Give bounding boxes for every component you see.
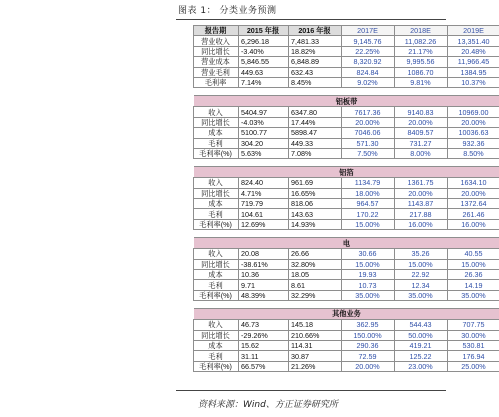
- estimate-value-cell: 1384.95: [448, 67, 499, 77]
- section-header-row: [194, 237, 499, 249]
- header-cell-2015: 2015 年报: [239, 26, 289, 36]
- table-row: [194, 249, 499, 259]
- row-label-cell: 营业收入: [194, 36, 239, 46]
- estimate-value-cell: 731.27: [395, 138, 448, 148]
- estimate-value-cell: 176.94: [448, 351, 499, 361]
- table-row: [194, 270, 499, 280]
- estimate-value-cell: 1372.64: [448, 199, 499, 209]
- actual-value-cell: 32.80%: [289, 259, 342, 269]
- table-row: [194, 361, 499, 371]
- actual-value-cell: 8.61: [289, 280, 342, 290]
- estimate-value-cell: 22.25%: [342, 46, 395, 56]
- estimate-value-cell: 25.00%: [448, 361, 499, 371]
- row-label-cell: 收入: [194, 320, 239, 330]
- actual-value-cell: 20.08: [239, 249, 289, 259]
- header-row: [194, 26, 499, 36]
- row-label-cell: 营业毛利: [194, 67, 239, 77]
- row-label-cell: 成本: [194, 128, 239, 138]
- actual-value-cell: -3.40%: [239, 46, 289, 56]
- table-row: [194, 117, 499, 127]
- estimate-value-cell: 35.00%: [395, 290, 448, 300]
- actual-value-cell: 32.29%: [289, 290, 342, 300]
- estimate-value-cell: 20.00%: [342, 117, 395, 127]
- table-row: [194, 351, 499, 361]
- estimate-value-cell: 20.48%: [448, 46, 499, 56]
- actual-value-cell: 143.63: [289, 209, 342, 219]
- actual-value-cell: 12.69%: [239, 219, 289, 229]
- table-row: [194, 57, 499, 67]
- estimate-value-cell: 290.36: [342, 340, 395, 350]
- row-label-cell: 毛利率: [194, 77, 239, 87]
- estimate-value-cell: 362.95: [342, 320, 395, 330]
- estimate-value-cell: 150.00%: [342, 330, 395, 340]
- actual-value-cell: 7.14%: [239, 77, 289, 87]
- estimate-value-cell: 8,320.92: [342, 57, 395, 67]
- actual-value-cell: 8.45%: [289, 77, 342, 87]
- estimate-value-cell: 23.00%: [395, 361, 448, 371]
- actual-value-cell: 21.26%: [289, 361, 342, 371]
- estimate-value-cell: 12.34: [395, 280, 448, 290]
- actual-value-cell: 6347.80: [289, 107, 342, 117]
- actual-value-cell: -38.61%: [239, 259, 289, 269]
- source-note: 资料来源：Wind、方正证券研究所: [198, 400, 338, 410]
- table-row: [194, 128, 499, 138]
- header-cell-2019e: 2019E: [448, 26, 499, 36]
- actual-value-cell: 18.05: [289, 270, 342, 280]
- actual-value-cell: 145.18: [289, 320, 342, 330]
- estimate-value-cell: 72.59: [342, 351, 395, 361]
- estimate-value-cell: 21.17%: [395, 46, 448, 56]
- estimate-value-cell: 20.00%: [448, 117, 499, 127]
- section-title: 其他业务: [194, 308, 499, 320]
- estimate-value-cell: 20.00%: [395, 117, 448, 127]
- actual-value-cell: 10.36: [239, 270, 289, 280]
- row-label-cell: 毛利率(%): [194, 219, 239, 229]
- row-label-cell: 同比增长: [194, 46, 239, 56]
- estimate-value-cell: 217.88: [395, 209, 448, 219]
- table-row: [194, 67, 499, 77]
- estimate-value-cell: 1134.79: [342, 178, 395, 188]
- table-row: [194, 138, 499, 148]
- table-row: [194, 209, 499, 219]
- estimate-value-cell: 11,082.26: [395, 36, 448, 46]
- section-spacer: [194, 88, 499, 96]
- estimate-value-cell: 10036.63: [448, 128, 499, 138]
- estimate-value-cell: 964.57: [342, 199, 395, 209]
- table-row: [194, 280, 499, 290]
- actual-value-cell: 30.87: [289, 351, 342, 361]
- estimate-value-cell: 15.00%: [342, 259, 395, 269]
- row-label-cell: 收入: [194, 107, 239, 117]
- actual-value-cell: 26.66: [289, 249, 342, 259]
- estimate-value-cell: 8.00%: [395, 148, 448, 158]
- row-label-cell: 同比增长: [194, 188, 239, 198]
- actual-value-cell: 632.43: [289, 67, 342, 77]
- table-row: [194, 330, 499, 340]
- row-label-cell: 毛利: [194, 138, 239, 148]
- estimate-value-cell: 15.00%: [342, 219, 395, 229]
- estimate-value-cell: 40.55: [448, 249, 499, 259]
- actual-value-cell: 304.20: [239, 138, 289, 148]
- estimate-value-cell: 26.36: [448, 270, 499, 280]
- section-title: 铝箔: [194, 166, 499, 178]
- table-row: [194, 46, 499, 56]
- actual-value-cell: 14.93%: [289, 219, 342, 229]
- row-label-cell: 成本: [194, 340, 239, 350]
- row-label-cell: 营业成本: [194, 57, 239, 67]
- estimate-value-cell: 50.00%: [395, 330, 448, 340]
- estimate-value-cell: 30.66: [342, 249, 395, 259]
- estimate-value-cell: 1143.87: [395, 199, 448, 209]
- estimate-value-cell: 20.00%: [395, 188, 448, 198]
- estimate-value-cell: 13,351.40: [448, 36, 499, 46]
- table-caption: 图表 1： 分类业务预测: [178, 6, 277, 16]
- header-cell-2017e: 2017E: [342, 26, 395, 36]
- actual-value-cell: 46.73: [239, 320, 289, 330]
- table-row: [194, 148, 499, 158]
- forecast-table: [193, 25, 499, 372]
- actual-value-cell: 7,481.33: [289, 36, 342, 46]
- row-label-cell: 成本: [194, 270, 239, 280]
- estimate-value-cell: 707.75: [448, 320, 499, 330]
- section-header-row: [194, 166, 499, 178]
- estimate-value-cell: 8.50%: [448, 148, 499, 158]
- estimate-value-cell: 125.22: [395, 351, 448, 361]
- estimate-value-cell: 16.00%: [395, 219, 448, 229]
- spacer-cell: [194, 301, 499, 309]
- table-row: [194, 188, 499, 198]
- row-label-cell: 毛利: [194, 209, 239, 219]
- section-title: 铝板带: [194, 95, 499, 107]
- actual-value-cell: 104.61: [239, 209, 289, 219]
- spacer-cell: [194, 230, 499, 238]
- spacer-cell: [194, 159, 499, 167]
- actual-value-cell: 4.71%: [239, 188, 289, 198]
- estimate-value-cell: 261.46: [448, 209, 499, 219]
- estimate-value-cell: 11,966.45: [448, 57, 499, 67]
- estimate-value-cell: 9,145.76: [342, 36, 395, 46]
- actual-value-cell: 6,296.18: [239, 36, 289, 46]
- estimate-value-cell: 9.81%: [395, 77, 448, 87]
- row-label-cell: 毛利: [194, 351, 239, 361]
- row-label-cell: 收入: [194, 249, 239, 259]
- actual-value-cell: -4.03%: [239, 117, 289, 127]
- actual-value-cell: 449.33: [289, 138, 342, 148]
- estimate-value-cell: 10.37%: [448, 77, 499, 87]
- actual-value-cell: 5,846.55: [239, 57, 289, 67]
- estimate-value-cell: 7617.36: [342, 107, 395, 117]
- table-row: [194, 340, 499, 350]
- estimate-value-cell: 35.26: [395, 249, 448, 259]
- estimate-value-cell: 30.00%: [448, 330, 499, 340]
- estimate-value-cell: 419.21: [395, 340, 448, 350]
- actual-value-cell: 18.82%: [289, 46, 342, 56]
- section-header-row: [194, 95, 499, 107]
- actual-value-cell: 5898.47: [289, 128, 342, 138]
- estimate-value-cell: 932.36: [448, 138, 499, 148]
- row-label-cell: 同比增长: [194, 117, 239, 127]
- actual-value-cell: 31.11: [239, 351, 289, 361]
- actual-value-cell: 7.08%: [289, 148, 342, 158]
- table-body: [194, 36, 499, 372]
- actual-value-cell: 5404.97: [239, 107, 289, 117]
- estimate-value-cell: 7046.06: [342, 128, 395, 138]
- table-row: [194, 320, 499, 330]
- actual-value-cell: 961.69: [289, 178, 342, 188]
- estimate-value-cell: 20.00%: [448, 188, 499, 198]
- top-rule: [176, 19, 446, 20]
- actual-value-cell: 818.06: [289, 199, 342, 209]
- estimate-value-cell: 170.22: [342, 209, 395, 219]
- estimate-value-cell: 530.81: [448, 340, 499, 350]
- actual-value-cell: 5100.77: [239, 128, 289, 138]
- bottom-rule: [176, 390, 446, 391]
- row-label-cell: 成本: [194, 199, 239, 209]
- table-row: [194, 199, 499, 209]
- header-cell-period: 报告期: [194, 26, 239, 36]
- header-cell-2018e: 2018E: [395, 26, 448, 36]
- estimate-value-cell: 18.00%: [342, 188, 395, 198]
- estimate-value-cell: 16.00%: [448, 219, 499, 229]
- estimate-value-cell: 9140.83: [395, 107, 448, 117]
- actual-value-cell: 17.44%: [289, 117, 342, 127]
- estimate-value-cell: 9.02%: [342, 77, 395, 87]
- actual-value-cell: 15.62: [239, 340, 289, 350]
- row-label-cell: 毛利: [194, 280, 239, 290]
- section-spacer: [194, 159, 499, 167]
- actual-value-cell: 9.71: [239, 280, 289, 290]
- table-row: [194, 290, 499, 300]
- section-title: 电: [194, 237, 499, 249]
- estimate-value-cell: 15.00%: [395, 259, 448, 269]
- section-spacer: [194, 230, 499, 238]
- table-row: [194, 107, 499, 117]
- actual-value-cell: 719.79: [239, 199, 289, 209]
- estimate-value-cell: 8409.57: [395, 128, 448, 138]
- estimate-value-cell: 571.30: [342, 138, 395, 148]
- section-spacer: [194, 301, 499, 309]
- actual-value-cell: 114.31: [289, 340, 342, 350]
- estimate-value-cell: 20.00%: [342, 361, 395, 371]
- estimate-value-cell: 35.00%: [448, 290, 499, 300]
- estimate-value-cell: 9,995.56: [395, 57, 448, 67]
- estimate-value-cell: 824.84: [342, 67, 395, 77]
- actual-value-cell: 48.39%: [239, 290, 289, 300]
- table-row: [194, 178, 499, 188]
- estimate-value-cell: 1361.75: [395, 178, 448, 188]
- estimate-value-cell: 35.00%: [342, 290, 395, 300]
- actual-value-cell: 66.57%: [239, 361, 289, 371]
- row-label-cell: 毛利率(%): [194, 290, 239, 300]
- table-row: [194, 219, 499, 229]
- row-label-cell: 毛利率(%): [194, 148, 239, 158]
- estimate-value-cell: 1086.70: [395, 67, 448, 77]
- header-cell-2016: 2016 年报: [289, 26, 342, 36]
- actual-value-cell: 5.63%: [239, 148, 289, 158]
- row-label-cell: 毛利率(%): [194, 361, 239, 371]
- estimate-value-cell: 7.50%: [342, 148, 395, 158]
- actual-value-cell: -29.26%: [239, 330, 289, 340]
- actual-value-cell: 824.40: [239, 178, 289, 188]
- estimate-value-cell: 15.00%: [448, 259, 499, 269]
- actual-value-cell: 16.65%: [289, 188, 342, 198]
- actual-value-cell: 210.66%: [289, 330, 342, 340]
- section-header-row: [194, 308, 499, 320]
- table-row: [194, 36, 499, 46]
- actual-value-cell: 449.63: [239, 67, 289, 77]
- estimate-value-cell: 1634.10: [448, 178, 499, 188]
- row-label-cell: 收入: [194, 178, 239, 188]
- estimate-value-cell: 19.93: [342, 270, 395, 280]
- estimate-value-cell: 10969.00: [448, 107, 499, 117]
- estimate-value-cell: 22.92: [395, 270, 448, 280]
- table-row: [194, 259, 499, 269]
- row-label-cell: 同比增长: [194, 259, 239, 269]
- actual-value-cell: 6,848.89: [289, 57, 342, 67]
- estimate-value-cell: 14.19: [448, 280, 499, 290]
- spacer-cell: [194, 88, 499, 96]
- table-row: [194, 77, 499, 87]
- row-label-cell: 同比增长: [194, 330, 239, 340]
- estimate-value-cell: 544.43: [395, 320, 448, 330]
- estimate-value-cell: 10.73: [342, 280, 395, 290]
